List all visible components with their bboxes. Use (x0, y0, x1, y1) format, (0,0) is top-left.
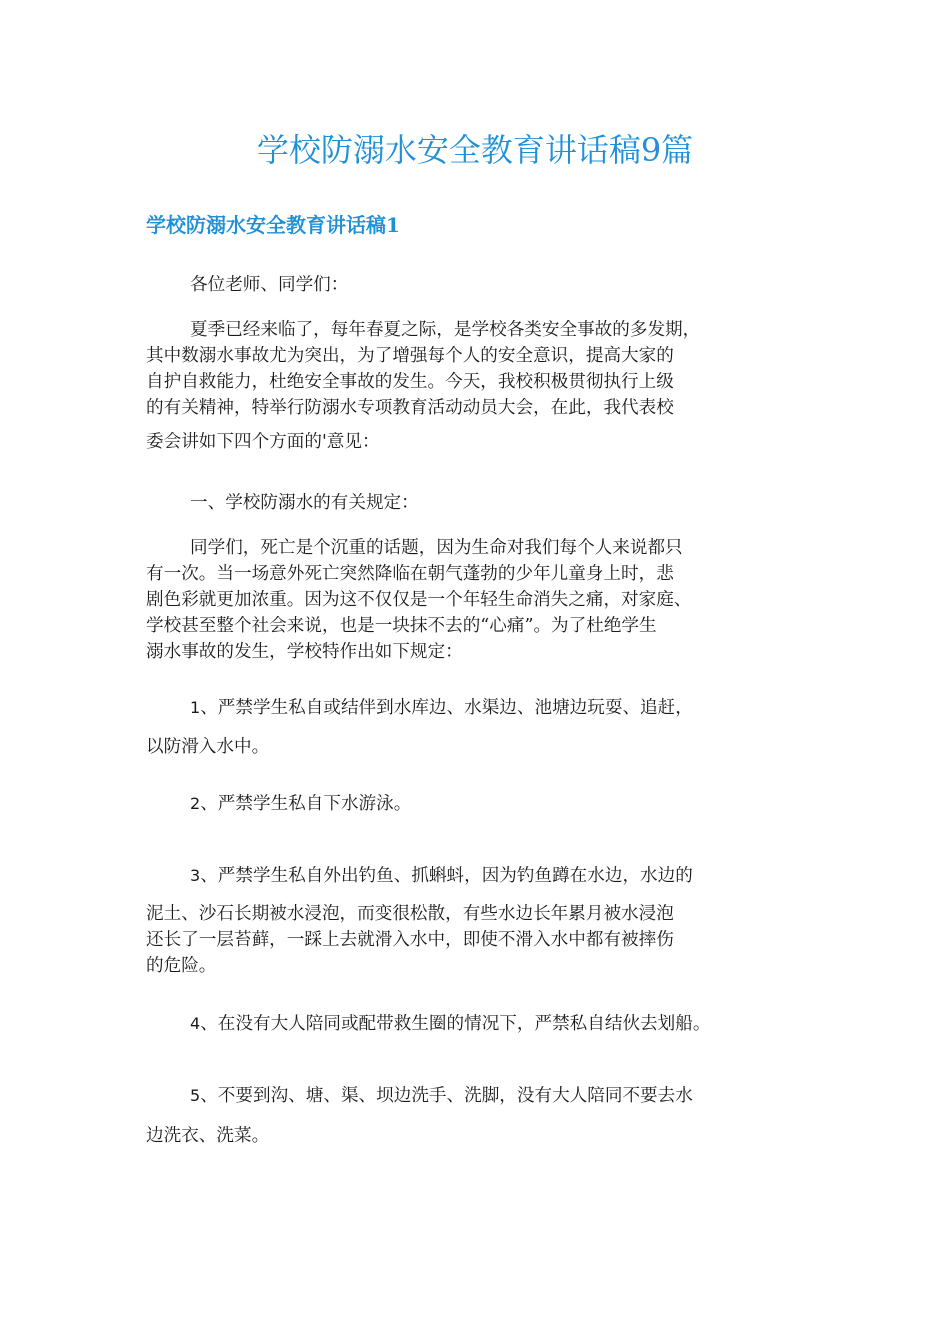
rule-number: 4 (190, 1014, 201, 1033)
document-title: 学校防溺水安全教育讲话稿9篇 (256, 131, 694, 169)
rule-text: 、严禁学生私自下水游泳。 (200, 794, 412, 814)
rule-text: 、不要到沟、塘、渠、坝边洗手、洗脚，没有大人陪同不要去水 (200, 1086, 693, 1106)
rule-number: 3 (190, 866, 201, 885)
rule-item-4 (146, 1010, 826, 1038)
rule-item-3-cont: 泥土、沙石长期被水浸泡，而变很松散，有些水边长年累月被水浸泡 还长了一层苔藓，一踩上去就滑入水中，即使不滑入水中都有被摔伤 的危险。 (146, 904, 674, 976)
paragraph-rules-intro: 同学们，死亡是个沉重的话题，因为生命对我们每个人来说都只 有一次。当一场意外死亡突然降临在朝气蓬勃的少年儿童身上时，悲 剧色彩就更加浓重。因为这不仅仅是一个年轻生命消失之痛，对家庭、 学校甚至整个社会来说，也是一块抹不去的“心痛”。为了杜绝学生 溺水事故的发生，学校特作出如下规定： (146, 538, 692, 662)
rule-item-1 (146, 694, 810, 722)
rule-text: 、在没有大人陪同或配带救生圈的情况下，严禁私自结伙去划船。 (200, 1014, 711, 1034)
rule-item-5-cont: 边洗衣、洗菜。 (146, 1126, 270, 1146)
rule-item-5 (146, 1082, 810, 1110)
rule-item-2 (146, 790, 810, 818)
section-heading: 学校防溺水安全教育讲话稿1 (146, 213, 400, 237)
rule-item-1-cont: 以防滑入水中。 (146, 737, 270, 757)
rule-text: 、严禁学生私自或结伴到水库边、水渠边、池塘边玩耍、追赶， (200, 698, 693, 718)
paragraph-intro-last-line: 委会讲如下四个方面的'意见： (146, 432, 380, 452)
rule-number: 2 (190, 794, 201, 813)
greeting: 各位老师、同学们： (190, 275, 349, 295)
section-heading-rules: 一、学校防溺水的有关规定： (190, 493, 419, 513)
paragraph-intro: 夏季已经来临了，每年春夏之际，是学校各类安全事故的多发期， 其中数溺水事故尤为突出，为了增强每个人的安全意识，提高大家的 自护自救能力，杜绝安全事故的发生。今天，我校积极贯彻执行上级 的有关精神，特举行防溺水专项教育活动动员大会，在此，我代表校 (146, 320, 701, 418)
rule-number: 5 (190, 1086, 201, 1105)
rule-item-3 (146, 862, 810, 890)
rule-number: 1 (190, 698, 201, 717)
rule-text: 、严禁学生私自外出钓鱼、抓蝌蚪，因为钓鱼蹲在水边，水边的 (200, 866, 693, 886)
